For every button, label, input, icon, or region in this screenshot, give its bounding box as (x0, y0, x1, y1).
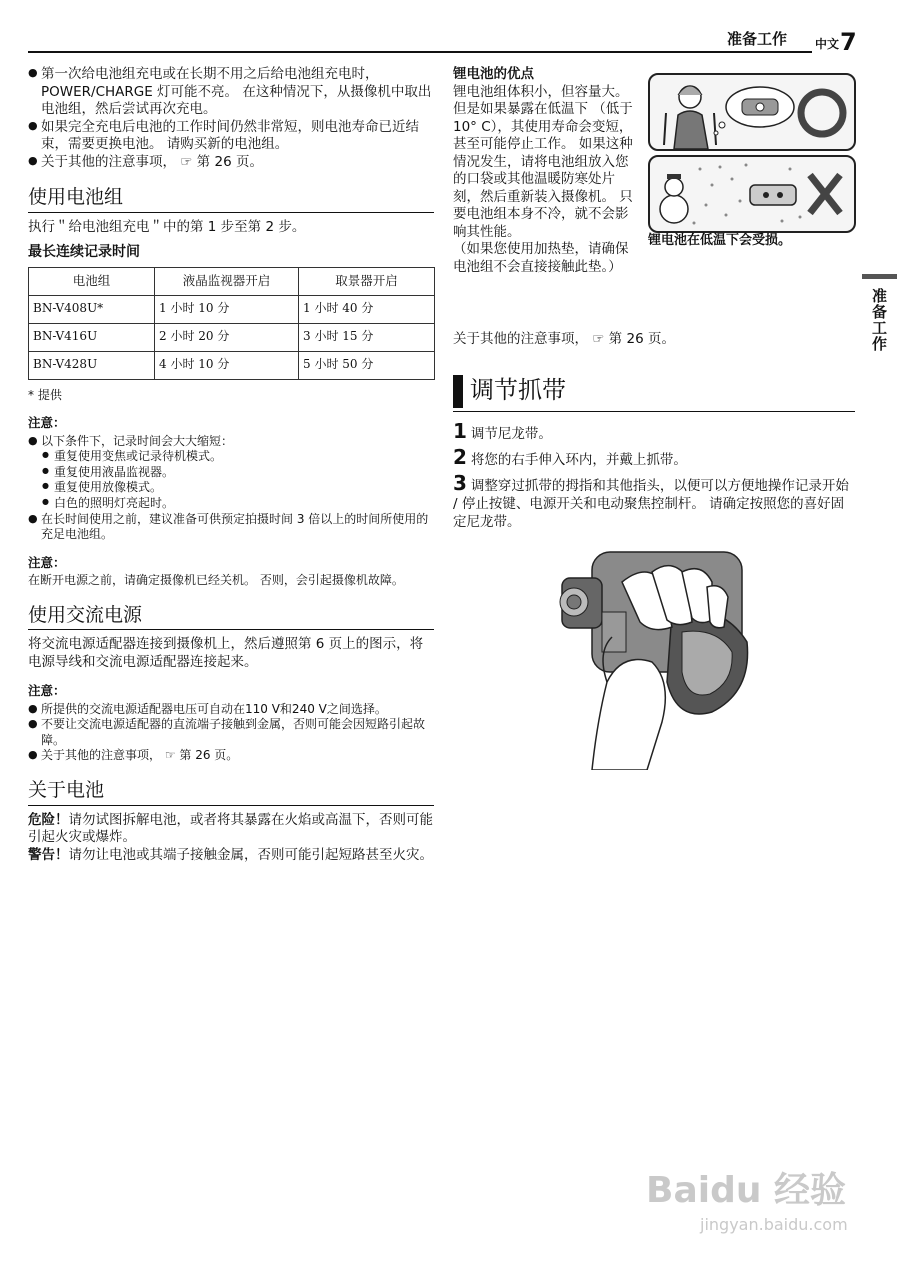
note-title: 注意： (28, 683, 66, 699)
step-number: 2 (453, 445, 467, 469)
table-header-cell: 电池组 (29, 267, 155, 295)
left-column (28, 66, 436, 864)
camcorder-grip-illustration (552, 542, 782, 770)
warning-text: 请勿让电池或其端子接触金属，否则可能引起短路甚至火灾。 (68, 846, 433, 863)
danger-text: 请勿试图拆解电池，或者将其暴露在火焰或高温下，否则可能引起火灾或爆炸。 (28, 811, 433, 846)
note-bullet: ● 在长时间使用之前，建议准备可供预定拍摄时间 3 倍以上的时间所使用的充足电池组。 (28, 512, 436, 543)
note-sub-item: ● 重复使用变焦或记录待机模式。 (28, 449, 436, 465)
table-footnote: * 提供 (28, 387, 62, 402)
strap-step (453, 470, 855, 531)
note-title: 注意： (28, 415, 66, 431)
table-header-cell: 液晶监视器开启 (155, 267, 299, 295)
step-text: 调整穿过抓带的拇指和其他指头，以便可以方便地操作记录开始 / 停止按键、电源开关和电动聚焦控制杆。 请确定按照您的喜好固定尼龙带。 (453, 478, 849, 530)
table-row (29, 323, 435, 351)
table-cell: 4 小时 10 分 (155, 351, 299, 379)
table-cell: 2 小时 20 分 (155, 323, 299, 351)
danger-paragraph (28, 812, 436, 847)
note-bullet: ● 以下条件下，记录时间会大大缩短： (28, 434, 436, 450)
table-cell: 1 小时 40 分 (299, 295, 435, 323)
strap-step (453, 418, 855, 444)
table-cell: BN-V416U (29, 323, 155, 351)
strap-steps (453, 418, 855, 531)
step-text: 调节尼龙带。 (470, 426, 552, 442)
table-cell: BN-V428U (29, 351, 155, 379)
intro-bullet: ● 关于其他的注意事项， ☞ 第 26 页。 (28, 154, 436, 172)
watermark-brand: Baidu 经验 (646, 1170, 847, 1211)
lithium-text: 锂电池组体积小，但容量大。 但是如果暴露在低温下 （低于 10° C），其使用寿命会变短，甚至可能停止工作。 如果这种情况发生，请将电池组放入您的口袋或其他温暖防寒处片刻，然后重新装入摄像机。 只要电池组本身不冷，就不会影响其性能。 (453, 83, 633, 240)
table-cell: 3 小时 15 分 (299, 323, 435, 351)
note-sub-item: ● 重复使用液晶监视器。 (28, 465, 436, 481)
note-sub-item: ● 重复使用放像模式。 (28, 480, 436, 496)
lithium-title: 锂电池的优点 (453, 66, 534, 82)
table-cell: 5 小时 50 分 (299, 351, 435, 379)
table-header-row (29, 267, 435, 295)
illustration-caption: 锂电池在低温下会受损。 (648, 233, 792, 248)
header-rule (28, 51, 812, 53)
section-title-about-battery: 关于电池 (28, 778, 434, 806)
note-bullet: ● 关于其他的注意事项， ☞ 第 26 页。 (28, 748, 436, 764)
table-row (29, 295, 435, 323)
note-title: 注意： (28, 554, 66, 570)
section-title-using-battery: 使用电池组 (28, 185, 434, 213)
note-text: 在断开电源之前，请确定摄像机已经关机。 否则，会引起摄像机故障。 (28, 572, 404, 587)
using-battery-text: 执行＂给电池组充电＂中的第 1 步至第 2 步。 (28, 218, 306, 235)
side-tab-label: 准备工作 (870, 288, 888, 352)
step-number: 1 (453, 419, 467, 443)
intro-bullet: ● 第一次给电池组充电或在长期不用之后给电池组充电时，POWER/CHARGE 灯可能不亮。 在这种情况下，从摄像机中取出电池组，然后尝试再次充电。 (28, 66, 436, 119)
warning-paragraph (28, 847, 436, 865)
note-bullet: ● 不要让交流电源适配器的直流端子接触到金属，否则可能会因短路引起故障。 (28, 717, 436, 748)
section-title-ac-power: 使用交流电源 (28, 603, 434, 631)
camcorder-hand-graphic (552, 542, 782, 770)
warm-person-graphic (650, 75, 854, 149)
recording-time-table (28, 267, 435, 380)
intro-bullet: ● 如果完全充电后电池的工作时间仍然非常短，则电池寿命已近结束，需要更换电池。 请购买新的电池组。 (28, 119, 436, 154)
strap-section-header (453, 373, 855, 412)
step-number: 3 (453, 471, 467, 495)
side-tab-marker (862, 274, 897, 279)
heading-bar (453, 375, 463, 408)
lithium-text-heating-pad: （如果您使用加热垫，请确保电池组不会直接接触此垫。） (453, 241, 629, 276)
table-row (29, 351, 435, 379)
strap-step (453, 444, 855, 470)
lithium-more-link: 关于其他的注意事项， ☞ 第 26 页。 (453, 331, 675, 347)
header-section-title: 准备工作 (727, 30, 788, 48)
ac-power-text: 将交流电源适配器连接到摄像机上，然后遵照第 6 页上的图示，将电源导线和交流电源适配器连接起来。 (28, 636, 424, 670)
note-bullet: ● 所提供的交流电源适配器电压可自动在110 V和240 V之间选择。 (28, 702, 436, 718)
cold-battery-illustration (648, 155, 856, 233)
warning-label: 警告！ (28, 846, 69, 863)
page-number: 7 (840, 28, 857, 56)
header-language: 中文 (815, 37, 840, 51)
table-title: 最长连续记录时间 (28, 243, 140, 260)
strap-section-title: 调节抓带 (470, 376, 566, 404)
warm-battery-illustration (648, 73, 856, 151)
lithium-text-block (453, 66, 641, 277)
step-text: 将您的右手伸入环内，并戴上抓带。 (470, 452, 687, 468)
danger-label: 危险！ (28, 811, 69, 828)
table-cell: 1 小时 10 分 (155, 295, 299, 323)
snowman-graphic (650, 157, 854, 231)
table-header-cell: 取景器开启 (299, 267, 435, 295)
table-cell: BN-V408U* (29, 295, 155, 323)
note-sub-item: ● 白色的照明灯亮起时。 (28, 496, 436, 512)
watermark-url: jingyan.baidu.com (700, 1215, 848, 1234)
